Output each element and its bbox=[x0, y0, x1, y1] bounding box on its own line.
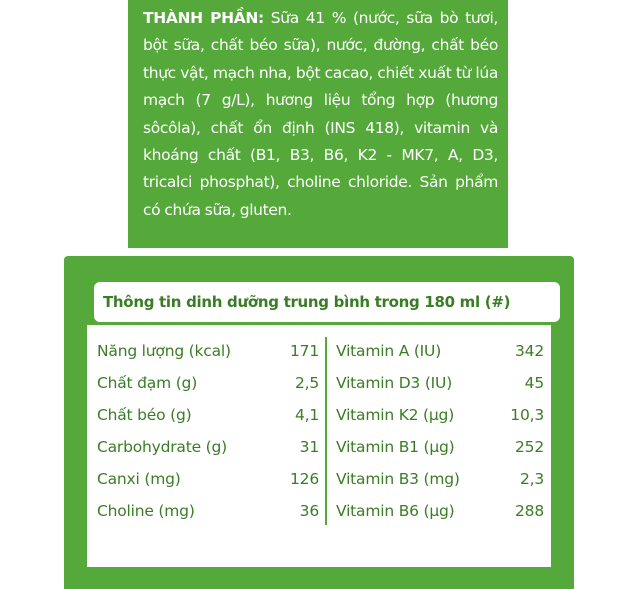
nutrient-label: Vitamin B3 (mg) bbox=[336, 470, 460, 488]
nutrition-right-column bbox=[336, 335, 544, 527]
nutrient-label: Canxi (mg) bbox=[97, 470, 181, 488]
nutrient-row bbox=[97, 463, 319, 495]
footnote-line-1: (#) Hàm lượng các vitamin và khoáng chất không thấp bbox=[88, 530, 514, 546]
nutrient-row bbox=[97, 431, 319, 463]
nutrient-value: 2,3 bbox=[519, 470, 544, 488]
nutrition-left-column bbox=[97, 335, 319, 527]
nutrient-label: Chất đạm (g) bbox=[97, 374, 198, 392]
nutrient-row bbox=[97, 367, 319, 399]
nutrient-value: 2,5 bbox=[294, 374, 319, 392]
nutrient-value: 4,1 bbox=[294, 406, 319, 424]
nutrition-header: Thông tin dinh dưỡng trung bình trong 180 ml (#) bbox=[92, 280, 562, 324]
nutrient-row bbox=[97, 335, 319, 367]
nutrient-value: 36 bbox=[299, 502, 319, 520]
nutrient-value: 342 bbox=[515, 342, 544, 360]
nutrient-label: Chất béo (g) bbox=[97, 406, 192, 424]
nutrient-value: 126 bbox=[290, 470, 319, 488]
footnote-line-2: hơn 80 % giá trị ghi trên nhãn. bbox=[88, 551, 327, 567]
ingredients-heading: THÀNH PHẦN: bbox=[143, 9, 264, 27]
nutrient-value: 252 bbox=[515, 438, 544, 456]
nutrient-label: Năng lượng (kcal) bbox=[97, 342, 231, 360]
nutrient-row bbox=[336, 431, 544, 463]
nutrient-value: 31 bbox=[299, 438, 319, 456]
nutrient-value: 288 bbox=[515, 502, 544, 520]
nutrient-label: Choline (mg) bbox=[97, 502, 195, 520]
nutrient-row bbox=[97, 399, 319, 431]
nutrition-table bbox=[84, 268, 554, 570]
nutrient-value: 45 bbox=[524, 374, 544, 392]
nutrition-footnote bbox=[88, 528, 558, 570]
nutrient-label: Vitamin K2 (µg) bbox=[336, 406, 455, 424]
nutrient-label: Carbohydrate (g) bbox=[97, 438, 227, 456]
nutrient-row bbox=[97, 495, 319, 527]
nutrient-row bbox=[336, 335, 544, 367]
nutrient-label: Vitamin D3 (IU) bbox=[336, 374, 453, 392]
ingredients-text: Sữa 41 % (nước, sữa bò tươi, bột sữa, chất béo sữa), nước, đường, chất béo thực vật, mạch nha, bột cacao, chiết xuất từ lúa mạch (7 g/L), hương liệu tổng hợp (hương sôcôla), chất ổn định (INS 418), vitamin và khoáng chất (B1, B3, B6, K2 - MK7, A, D3, tricalci phosphat), choline chloride. Sản phẩm có chứa sữa, gluten. bbox=[143, 9, 499, 219]
ingredients-block bbox=[128, 0, 508, 248]
nutrient-label: Vitamin B6 (µg) bbox=[336, 502, 455, 520]
nutrient-row bbox=[336, 463, 544, 495]
nutrient-row bbox=[336, 495, 544, 527]
nutrient-value: 171 bbox=[290, 342, 319, 360]
nutrient-row bbox=[336, 367, 544, 399]
nutrient-label: Vitamin A (IU) bbox=[336, 342, 442, 360]
nutrient-label: Vitamin B1 (µg) bbox=[336, 438, 455, 456]
nutrition-header-band bbox=[87, 271, 557, 325]
nutrient-value: 10,3 bbox=[510, 406, 544, 424]
nutrient-row bbox=[336, 399, 544, 431]
column-divider bbox=[325, 337, 327, 525]
